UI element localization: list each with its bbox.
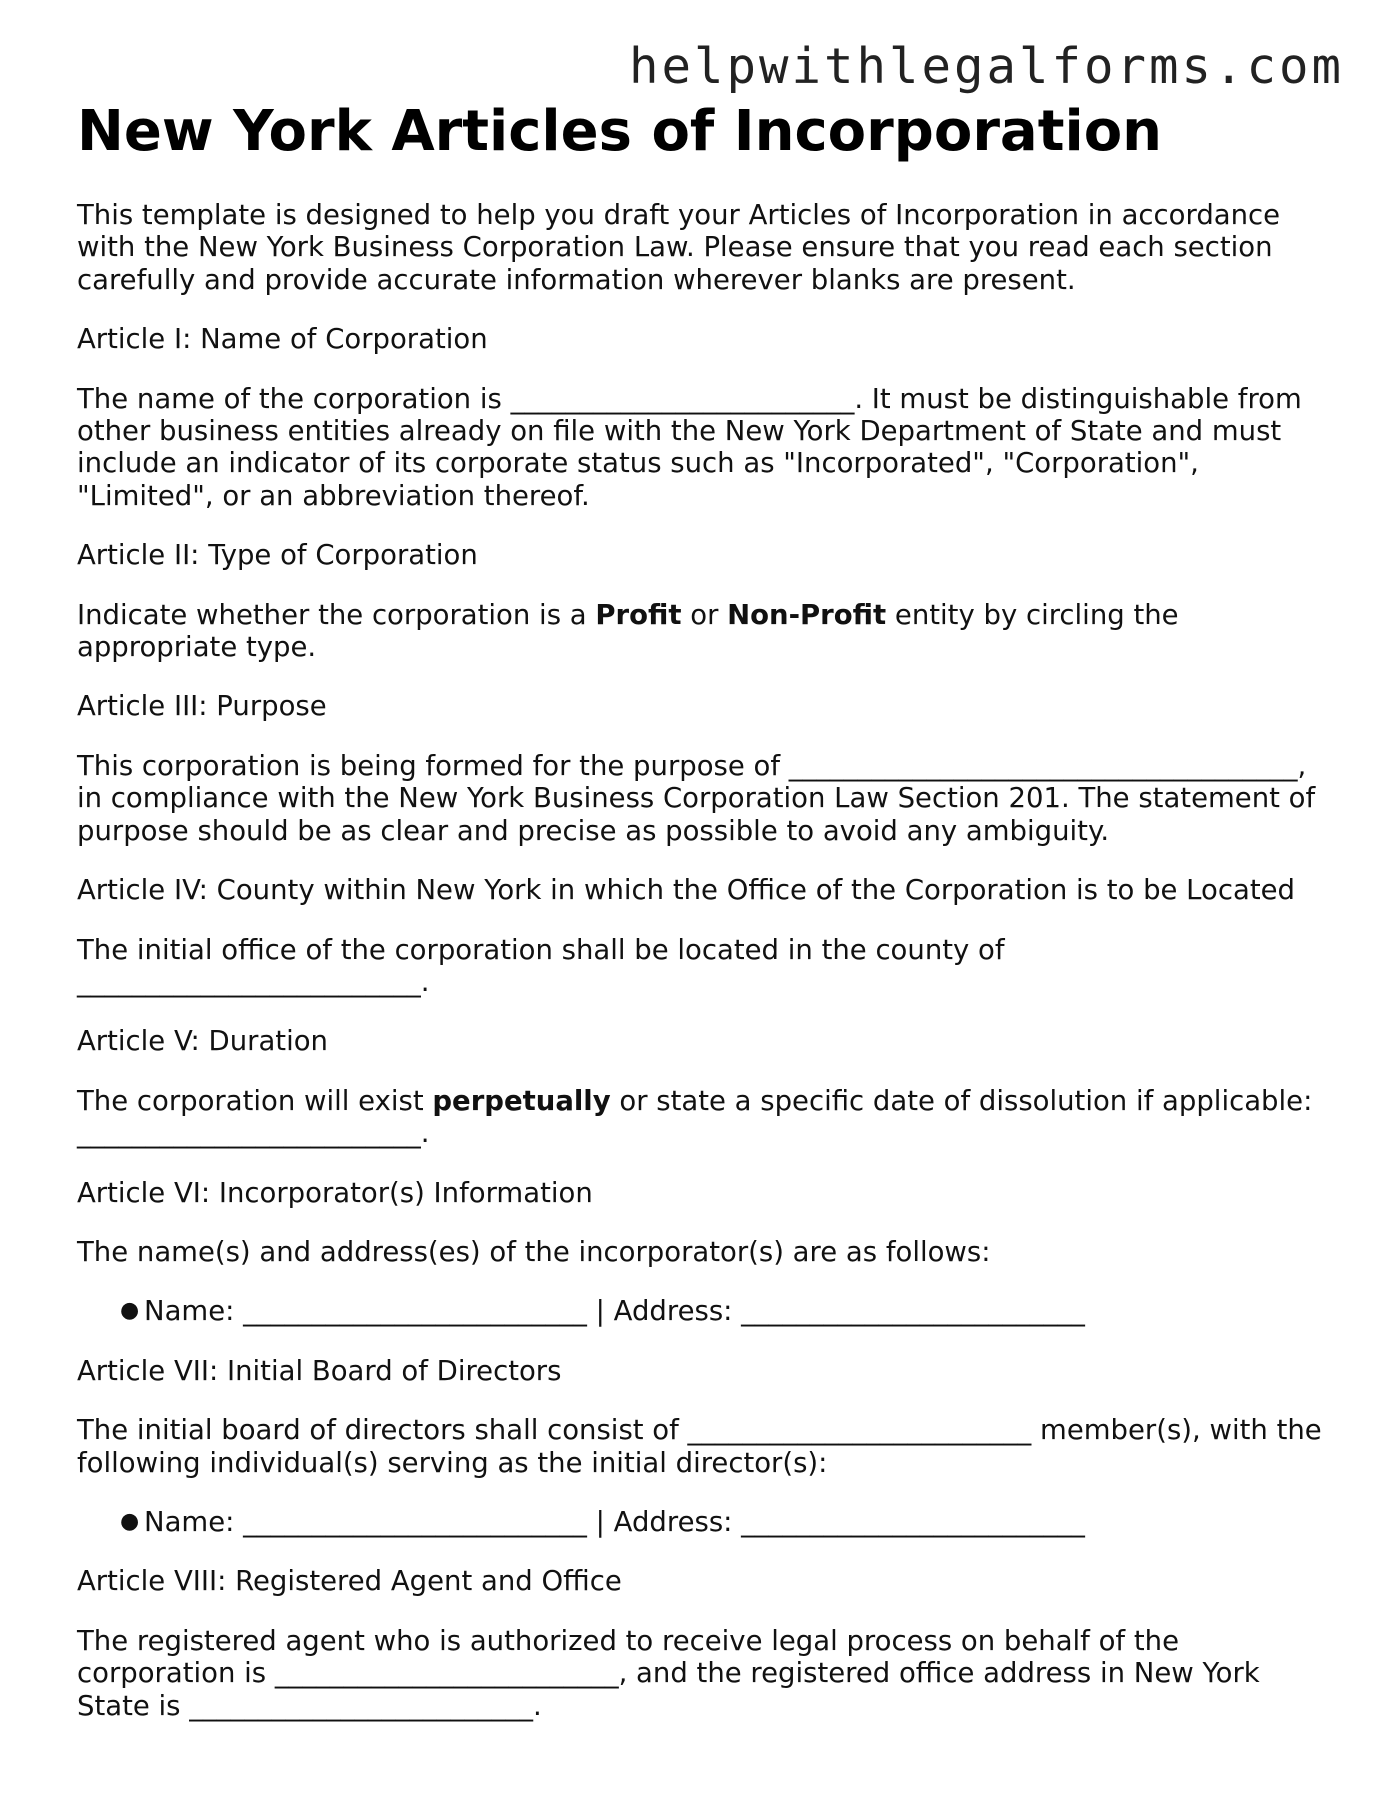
incorporator-name-blank: _________________________	[243, 1295, 587, 1328]
article-2-heading: Article II: Type of Corporation	[77, 539, 478, 572]
registered-agent-blank: _________________________	[274, 1657, 619, 1690]
corporation-name-blank: _________________________	[510, 382, 855, 415]
county-blank: _________________________	[77, 965, 421, 998]
article-5-text: The corporation will exist perpetually or state a specific date of dissolution if applicable: _________________________.	[77, 1084, 1313, 1150]
article-8-text: The registered agent who is authorized to receive legal process on behalf of the corporation is _________________________, and the registered office address in New York State is _________________________.	[77, 1624, 1260, 1722]
article-8-heading: Article VIII: Registered Agent and Office	[77, 1565, 622, 1598]
director-name-blank: _________________________	[243, 1505, 587, 1538]
article-5-heading: Article V: Duration	[77, 1025, 328, 1058]
site-watermark: helpwithlegalforms.com	[628, 38, 1344, 95]
intro-paragraph: This template is designed to help you draft your Articles of Incorporation in accordance with the New York Business Corporation Law. Please ensure that you read each section carefully and provide accurate information wherever blanks are present.	[77, 199, 1281, 296]
article-7-heading: Article VII: Initial Board of Directors	[77, 1354, 562, 1387]
article-1-heading: Article I: Name of Corporation	[77, 323, 488, 356]
article-6-text: The name(s) and address(es) of the incorporator(s) are as follows:	[77, 1235, 991, 1268]
article-6-heading: Article VI: Incorporator(s) Information	[77, 1176, 593, 1209]
nonprofit-option: Non-Profit	[727, 598, 887, 631]
incorporator-address-blank: _________________________	[741, 1295, 1085, 1328]
document-page	[77, 96, 1322, 1722]
director-list	[77, 1506, 1322, 1538]
article-2-text: Indicate whether the corporation is a Profit or Non-Profit entity by circling the appropriate type.	[77, 598, 1179, 664]
article-1-text: The name of the corporation is _________________________. It must be distinguishable from other business entities already on file with the New York Department of State and must include an indicator of its corporate status such as "Incorporated", "Corporation", "Limited", or an abbreviation thereof.	[77, 382, 1302, 512]
bullet-icon: ●	[120, 1508, 140, 1534]
article-4-heading: Article IV: County within New York in which the Office of the Corporation is to be Located	[77, 874, 1295, 907]
dissolution-date-blank: _________________________	[77, 1117, 421, 1150]
purpose-blank: _____________________________________	[788, 749, 1298, 782]
article-7-text: The initial board of directors shall consist of _________________________ member(s), with the following individual(s) serving as the initial director(s):	[77, 1414, 1322, 1479]
bullet-icon: ●	[120, 1298, 140, 1324]
director-address-blank: _________________________	[741, 1505, 1085, 1538]
registered-office-blank: _________________________	[189, 1689, 533, 1722]
document-title: New York Articles of Incorporation	[77, 99, 1163, 164]
profit-option: Profit	[595, 598, 682, 631]
board-size-blank: _________________________	[687, 1414, 1032, 1447]
list-item: ● Name: _________________________ | Address: _________________________	[120, 1295, 1085, 1328]
list-item: ● Name: _________________________ | Address: _________________________	[120, 1505, 1085, 1538]
article-4-text: The initial office of the corporation shall be located in the county of _________________________.	[77, 933, 1005, 998]
incorporator-list	[77, 1295, 1322, 1327]
perpetually-term: perpetually	[432, 1084, 611, 1117]
article-3-text: This corporation is being formed for the purpose of _____________________________________, in compliance with the New York Business Corporation Law Section 201. The statement of purpose should be as clear and precise as possible to avoid any ambiguity.	[77, 749, 1316, 847]
article-3-heading: Article III: Purpose	[77, 690, 327, 723]
